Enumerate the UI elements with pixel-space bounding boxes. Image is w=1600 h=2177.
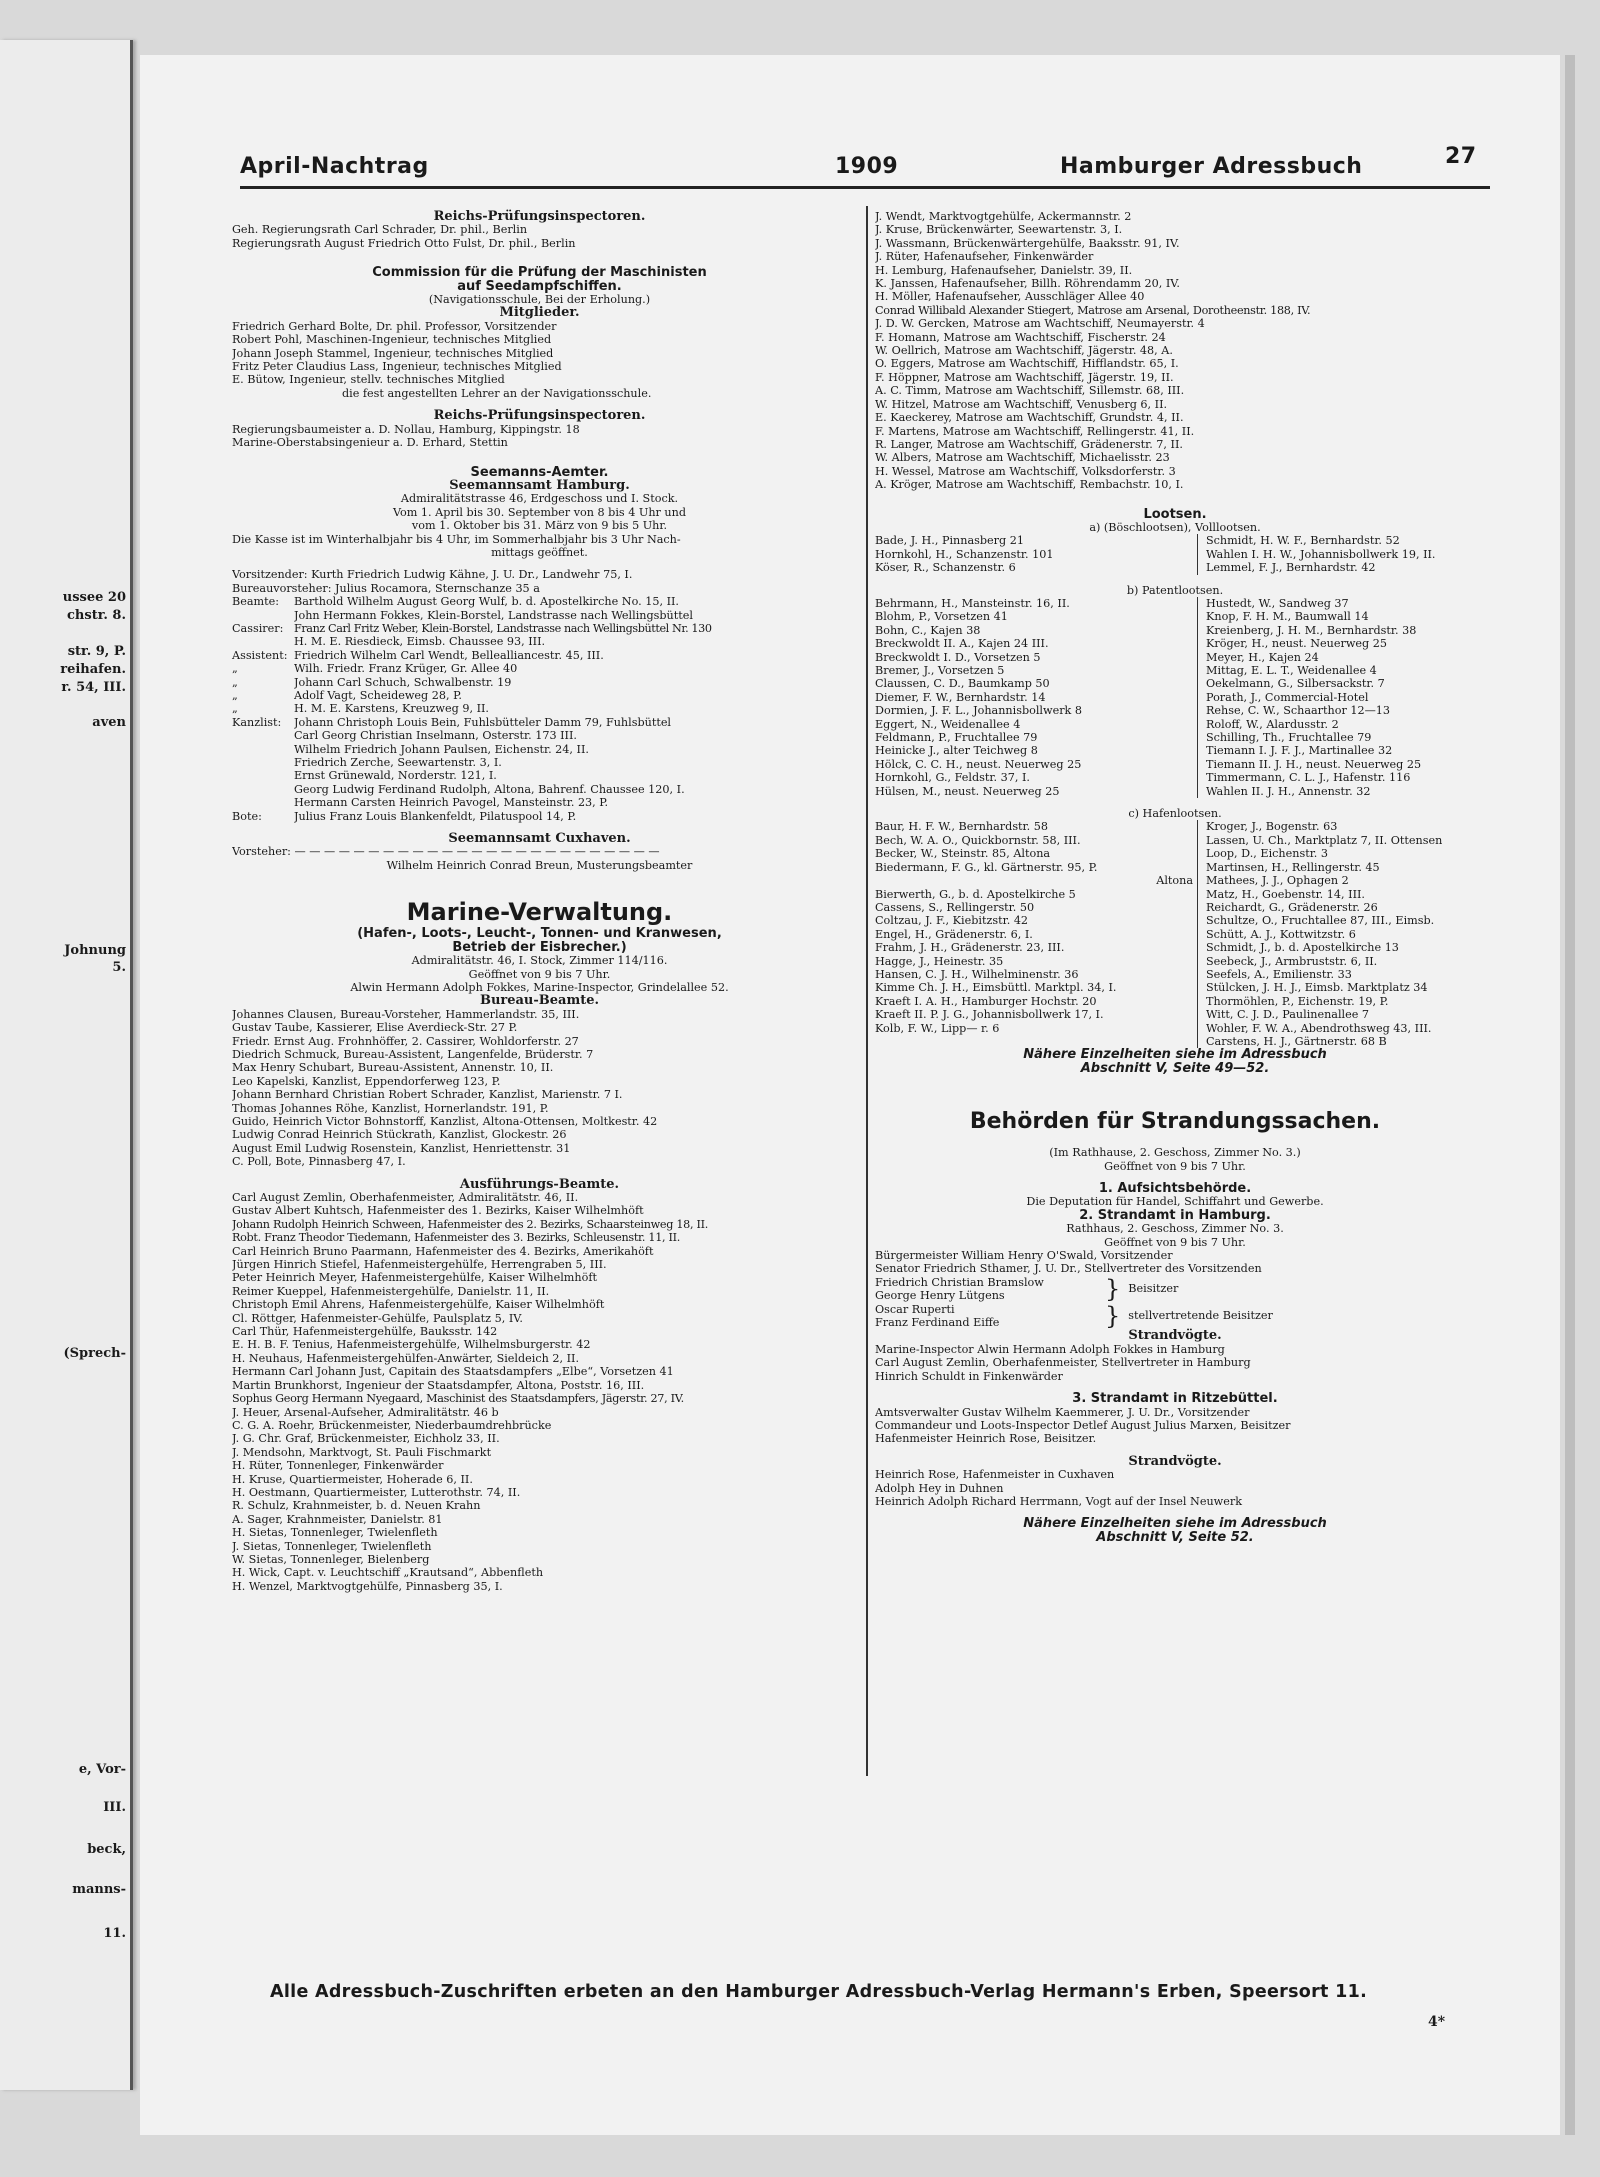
list-item: Witt, C. J. D., Paulinenallee 7: [1206, 1008, 1370, 1022]
beisitzer-group: [875, 1276, 1475, 1303]
entry-line: August Emil Ludwig Rosenstein, Kanzlist, Henriettenstr. 31: [232, 1141, 571, 1155]
staff-entry: H. M. E. Riesdieck, Eimsb. Chaussee 93, III.: [294, 635, 546, 649]
major-subheading: Betrieb der Eisbrecher.): [452, 939, 627, 955]
entry-line: A. Kröger, Matrose am Wachtschiff, Rembachstr. 10, I.: [875, 478, 1184, 492]
list-item: Reichardt, G., Grädenerstr. 26: [1206, 900, 1378, 914]
column-divider: [866, 206, 868, 1776]
entry-line: H. Sietas, Tonnenleger, Twielenfleth: [232, 1526, 438, 1540]
list-item: Kröger, H., neust. Neuerweg 25: [1206, 637, 1387, 651]
entry-line: Friedr. Ernst Aug. Frohnhöffer, 2. Cassirer, Wohldorferstr. 27: [232, 1034, 579, 1048]
fragment-12: beck,: [87, 1842, 126, 1857]
entry-line: A. C. Timm, Matrose am Wachtschiff, Sillemstr. 68, III.: [875, 384, 1185, 398]
fragment-10: e, Vor-: [78, 1762, 126, 1777]
entry-line: J. Wendt, Marktvogtgehülfe, Ackermannstr. 2: [875, 210, 1132, 223]
list-item: Köser, R., Schanzenstr. 6: [875, 561, 1016, 575]
staff-row: [232, 743, 847, 756]
staff-entry: Wilh. Friedr. Franz Krüger, Gr. Allee 40: [294, 662, 518, 676]
list-item: Bohn, C., Kajen 38: [875, 623, 981, 637]
fragment-9: (Sprech-: [63, 1346, 126, 1361]
entry-line: Franz Ferdinand Eiffe: [875, 1316, 1000, 1330]
entry-line: Regierungsbaumeister a. D. Nollau, Hamburg, Kippingstr. 18: [232, 422, 580, 436]
entry-line: Oscar Ruperti: [875, 1302, 955, 1316]
hours-line: Geöffnet von 9 bis 7 Uhr.: [468, 967, 611, 981]
list-item: Wahlen II. J. H., Annenstr. 32: [1206, 784, 1371, 798]
entry-line: Christoph Emil Ahrens, Hafenmeistergehülfe, Kaiser Wilhelmhöft: [232, 1298, 605, 1312]
list-item: Seefels, A., Emilienstr. 33: [1206, 967, 1352, 981]
list-item: Becker, W., Steinstr. 85, Altona: [875, 847, 1051, 861]
list-item: Tiemann I. J. F. J., Martinallee 32: [1206, 744, 1393, 758]
fragment-6: aven: [92, 715, 126, 730]
staff-entry: H. M. E. Karstens, Kreuzweg 9, II.: [294, 702, 489, 716]
entry-line: J. D. W. Gercken, Matrose am Wachtschiff, Neumayerstr. 4: [875, 317, 1205, 331]
staff-row: [232, 702, 847, 715]
staff-label: Beamte:: [232, 595, 280, 609]
entry-line: Conrad Willibald Alexander Stiegert, Matrose am Arsenal, Dorotheenstr. 188, IV.: [875, 303, 1311, 317]
fragment-4: reihafen.: [60, 662, 126, 677]
staff-entry: Ernst Grünewald, Norderstr. 121, I.: [294, 769, 497, 783]
entry-line: Thomas Johannes Röhe, Kanzlist, Hornerlandstr. 191, P.: [232, 1101, 549, 1115]
entry-line: Ludwig Conrad Heinrich Stückrath, Kanzlist, Glockestr. 26: [232, 1128, 567, 1142]
entry-line: C. Poll, Bote, Pinnasberg 47, I.: [232, 1155, 406, 1169]
entry-note: die fest angestellten Lehrer an der Navigationsschule.: [342, 386, 652, 400]
list-item: Lemmel, F. J., Bernhardstr. 42: [1206, 561, 1376, 575]
list-item: Kroger, J., Bogenstr. 63: [1206, 820, 1338, 834]
entry-line: George Henry Lütgens: [875, 1289, 1005, 1303]
brace: }: [1105, 1301, 1121, 1330]
list-item: Bremer, J., Vorsetzen 5: [875, 664, 1005, 677]
subsection-title: Bureau-Beamte.: [479, 993, 600, 1009]
header-title: Hamburger Adressbuch: [1060, 154, 1363, 179]
entry-line: W. Sietas, Tonnenleger, Bielenberg: [232, 1552, 430, 1566]
list-item: Blohm, P., Vorsetzen 41: [875, 610, 1008, 624]
staff-entry: Friedrich Zerche, Seewartenstr. 3, I.: [294, 756, 502, 770]
staff-label: „: [232, 662, 238, 676]
entry-line: Vorsitzender: Kurth Friedrich Ludwig Kähne, J. U. Dr., Landwehr 75, I.: [232, 568, 633, 582]
entry-line: Hinrich Schuldt in Finkenwärder: [875, 1369, 1063, 1383]
fragment-11: III.: [103, 1800, 126, 1815]
staff-row: [232, 676, 847, 689]
section-subtitle: (Navigationsschule, Bei der Erholung.): [428, 293, 651, 307]
staff-row: [232, 595, 847, 608]
right-column: [875, 210, 1475, 1544]
staff-row: [232, 810, 847, 823]
left-column: [232, 210, 847, 1593]
role-label: Beisitzer: [1128, 1281, 1179, 1295]
fragment-14: 11.: [103, 1926, 126, 1941]
staff-row: [232, 796, 847, 809]
previous-page-edge: [0, 40, 133, 2090]
section-title: auf Seedampfschiffen.: [457, 278, 622, 294]
staff-label: „: [232, 675, 238, 689]
brace: }: [1105, 1274, 1121, 1303]
list-item: Oekelmann, G., Silbersackstr. 7: [1206, 677, 1385, 691]
entry-line: J. Rüter, Hafenaufseher, Finkenwärder: [875, 250, 1094, 264]
list-item: Altona: [1156, 874, 1193, 888]
list-item: Stülcken, J. H. J., Eimsb. Marktplatz 34: [1206, 981, 1428, 995]
staff-entry: Franz Carl Fritz Weber, Klein-Borstel, Landstrasse nach Wellingsbüttel Nr. 130: [294, 621, 712, 635]
list-item: Knop, F. H. M., Baumwall 14: [1206, 610, 1369, 624]
list-item: Dormien, J. F. L., Johannisbollwerk 8: [875, 704, 1083, 718]
list-item: Tiemann II. J. H., neust. Neuerweg 25: [1206, 757, 1422, 771]
address-line: Admiralitätstr. 46, I. Stock, Zimmer 114/116.: [411, 954, 668, 968]
list-item: Kreienberg, J. H. M., Bernhardstr. 38: [1206, 623, 1417, 637]
entry-line: Johannes Clausen, Bureau-Vorsteher, Hammerlandstr. 35, III.: [232, 1007, 580, 1021]
staff-row: [232, 649, 847, 662]
role-label: stellvertretende Beisitzer: [1128, 1308, 1273, 1322]
entry-line: Robert Pohl, Maschinen-Ingenieur, technisches Mitglied: [232, 333, 552, 347]
staff-row: [232, 756, 847, 769]
staff-entry: Johann Christoph Louis Bein, Fuhlsbütteler Damm 79, Fuhlsbüttel: [294, 715, 672, 729]
list-item: Timmermann, C. L. J., Hafenstr. 116: [1206, 771, 1411, 785]
list-item: Mathees, J. J., Ophagen 2: [1206, 874, 1349, 888]
subsection-title: 1. Aufsichtsbehörde.: [1098, 1181, 1252, 1196]
entry-line: Geh. Regierungsrath Carl Schrader, Dr. phil., Berlin: [232, 223, 528, 237]
printer-mark: 4*: [1428, 2014, 1446, 2030]
fragment-5: r. 54, III.: [61, 680, 126, 695]
list-item: Breckwoldt I. D., Vorsetzen 5: [875, 650, 1041, 664]
entry-line: Bureauvorsteher: Julius Rocamora, Sternschanze 35 a: [232, 581, 540, 595]
page-number: 27: [1445, 144, 1477, 169]
subsection-title: Strandvögte.: [1128, 1453, 1222, 1469]
entry-line: Guido, Heinrich Victor Bohnstorff, Kanzlist, Altona-Ottensen, Moltkestr. 42: [232, 1114, 658, 1128]
list-item: Kimme Ch. J. H., Eimsbüttl. Marktpl. 34, I.: [875, 981, 1117, 995]
major-heading: Marine-Verwaltung.: [406, 898, 673, 927]
list-item: Kraeft II. P. J. G., Johannisbollwerk 17, I.: [875, 1008, 1104, 1022]
fragment-13: manns-: [72, 1882, 126, 1897]
entry-line: J. Mendsohn, Marktvogt, St. Pauli Fischmarkt: [232, 1445, 492, 1459]
entry-line: Jürgen Hinrich Stiefel, Hafenmeistergehülfe, Herrengraben 5, III.: [232, 1258, 607, 1272]
list-item: Hülsen, M., neust. Neuerweg 25: [875, 784, 1060, 798]
major-heading: Behörden für Strandungssachen.: [969, 1109, 1381, 1135]
entry-line: Hermann Carl Johann Just, Capitain des Staatsdampfers „Elbe“, Vorsetzen 41: [232, 1365, 674, 1379]
list-item: Kolb, F. W., Lipp— r. 6: [875, 1021, 1000, 1035]
staff-entry: Julius Franz Louis Blankenfeldt, Pilatuspool 14, P.: [294, 809, 577, 823]
list-item: Feldmann, P., Fruchtallee 79: [875, 731, 1038, 745]
list-item: Hustedt, W., Sandweg 37: [1206, 596, 1349, 610]
staff-label: [232, 783, 294, 796]
staff-entry: Wilhelm Friedrich Johann Paulsen, Eichenstr. 24, II.: [294, 742, 589, 756]
entry-line: Carl Thür, Hafenmeistergehülfe, Bauksstr. 142: [232, 1325, 498, 1339]
entry-line: Carl August Zemlin, Oberhafenmeister, Stellvertreter in Hamburg: [875, 1356, 1251, 1370]
staff-label: [232, 743, 294, 756]
staff-row: [232, 662, 847, 675]
entry-line: Bürgermeister William Henry O'Swald, Vorsitzender: [875, 1249, 1173, 1263]
address-line: Rathhaus, 2. Geschoss, Zimmer No. 3.: [1066, 1222, 1284, 1236]
list-item: Bech, W. A. O., Quickbornstr. 58, III.: [875, 833, 1081, 847]
entry-line: H. Rüter, Tonnenleger, Finkenwärder: [232, 1459, 444, 1473]
list-item: Frahm, J. H., Grädenerstr. 23, III.: [875, 941, 1065, 955]
reference-note: Abschnitt V, Seite 52.: [1096, 1529, 1254, 1545]
entry-line: Peter Heinrich Meyer, Hafenmeistergehülfe, Kaiser Wilhelmhöft: [232, 1271, 597, 1285]
list-item: Loop, D., Eichenstr. 3: [1206, 847, 1329, 861]
staff-entry: Adolf Vagt, Scheideweg 28, P.: [294, 689, 462, 702]
entry-line: F. Höppner, Matrose am Wachtschiff, Jägerstr. 19, II.: [875, 370, 1174, 384]
subsection-title: 2. Strandamt in Hamburg.: [1079, 1207, 1271, 1223]
staff-row: [232, 635, 847, 648]
list-item: Heinicke J., alter Teichweg 8: [875, 744, 1038, 758]
staff-row: [232, 716, 847, 729]
entry-line: Cl. Röttger, Hafenmeister-Gehülfe, Paulsplatz 5, IV.: [232, 1311, 523, 1325]
two-column-list: [875, 820, 1475, 1048]
entry-line: J. Wassmann, Brückenwärtergehülfe, Baaksstr. 91, IV.: [875, 236, 1180, 250]
subsection-title: Seemannsamt Cuxhaven.: [448, 831, 631, 847]
list-item: Behrmann, H., Mansteinstr. 16, II.: [875, 596, 1070, 610]
staff-label: [232, 769, 294, 782]
section-title: Commission für die Prüfung der Maschinisten: [372, 265, 707, 281]
entry-line: Gustav Albert Kuhtsch, Hafenmeister des 1. Bezirks, Kaiser Wilhelmhöft: [232, 1204, 644, 1218]
note-line: Die Kasse ist im Winterhalbjahr bis 4 Uhr, im Sommerhalbjahr bis 3 Uhr Nach-: [232, 532, 681, 546]
staff-entry: Georg Ludwig Ferdinand Rudolph, Altona, Bahrenf. Chaussee 120, I.: [294, 782, 685, 796]
staff-row: [232, 689, 847, 702]
entry-line: Diedrich Schmuck, Bureau-Assistent, Langenfelde, Brüderstr. 7: [232, 1047, 594, 1061]
list-item: Hölck, C. C. H., neust. Neuerweg 25: [875, 757, 1082, 771]
address-line: Admiralitätstrasse 46, Erdgeschoss und I. Stock.: [400, 492, 679, 506]
entry-line: H. Lemburg, Hafenaufseher, Danielstr. 39, II.: [875, 263, 1133, 277]
entry-line: Max Henry Schubart, Bureau-Assistent, Annenstr. 10, II.: [232, 1061, 554, 1075]
entry-line: Johann Rudolph Heinrich Schween, Hafenmeister des 2. Bezirks, Schaarsteinweg 18, II.: [232, 1217, 708, 1231]
list-item: Cassens, S., Rellingerstr. 50: [875, 900, 1035, 914]
entry-line: W. Oellrich, Matrose am Wachtschiff, Jägerstr. 48, A.: [875, 344, 1173, 358]
section-title: Seemanns-Aemter.: [470, 464, 609, 480]
subsection-title: b) Patentlootsen.: [1126, 583, 1224, 597]
staff-label: Assistent:: [232, 648, 288, 662]
staff-row: [232, 609, 847, 622]
staff-label: Bote:: [232, 809, 262, 823]
staff-row: [232, 729, 847, 742]
running-header: [240, 144, 1490, 189]
list-item: Thormöhlen, P., Eichenstr. 19, P.: [1206, 994, 1389, 1008]
entry-line: K. Janssen, Hafenaufseher, Billh. Röhrendamm 20, IV.: [875, 277, 1180, 291]
entry-line: C. G. A. Roehr, Brückenmeister, Niederbaumdrehbrücke: [232, 1418, 552, 1432]
list-item: Biedermann, F. G., kl. Gärtnerstr. 95, P.: [875, 860, 1098, 874]
fragment-7: Johnung: [64, 943, 126, 958]
list-item: Wahlen I. H. W., Johannisbollwerk 19, II.: [1206, 547, 1436, 561]
entry-line: Senator Friedrich Sthamer, J. U. Dr., Stellvertreter des Vorsitzenden: [875, 1262, 1262, 1276]
entry-line: J. Sietas, Tonnenleger, Twielenfleth: [232, 1539, 432, 1553]
entry-line: Vorsteher: — — — — — — — — — — — — — — — — — — — — — — — — —: [232, 845, 660, 859]
list-item: Kraeft I. A. H., Hamburger Hochstr. 20: [875, 994, 1097, 1008]
entry-line: Wilhelm Heinrich Conrad Breun, Musterungsbeamter: [386, 858, 693, 872]
entry-line: Martin Brunkhorst, Ingenieur der Staatsdampfer, Altona, Poststr. 16, III.: [232, 1378, 645, 1392]
entry-line: Heinrich Adolph Richard Herrmann, Vogt auf der Insel Neuwerk: [875, 1494, 1242, 1508]
staff-label: „: [232, 689, 238, 702]
hours-line: vom 1. Oktober bis 31. März von 9 bis 5 Uhr.: [411, 519, 668, 533]
header-year: 1909: [835, 154, 899, 179]
entry-line: Sophus Georg Hermann Nyegaard, Maschinist des Staatsdampfers, Jägerstr. 27, IV.: [232, 1392, 684, 1406]
entry-line: Hafenmeister Heinrich Rose, Beisitzer.: [875, 1432, 1097, 1446]
list-item: Martinsen, H., Rellingerstr. 45: [1206, 860, 1380, 874]
page-footer: Alle Adressbuch-Zuschriften erbeten an den Hamburger Adressbuch-Verlag Hermann's Erben, Speersort 11.: [270, 1982, 1368, 2002]
entry-line: F. Homann, Matrose am Wachtschiff, Fischerstr. 24: [875, 330, 1166, 344]
two-column-list: [875, 597, 1475, 798]
entry-line: Marine-Oberstabsingenieur a. D. Erhard, Stettin: [232, 436, 508, 450]
entry-line: Robt. Franz Theodor Tiedemann, Hafenmeister des 3. Bezirks, Schleusenstr. 11, II.: [232, 1231, 681, 1245]
stellv-group: [875, 1303, 1475, 1330]
staff-entry: Johann Carl Schuch, Schwalbenstr. 19: [294, 675, 512, 689]
entry-line: J. Kruse, Brückenwärter, Seewartenstr. 3, I.: [875, 223, 1123, 237]
list-item: Meyer, H., Kajen 24: [1206, 650, 1319, 664]
staff-entry: Hermann Carsten Heinrich Pavogel, Mansteinstr. 23, P.: [294, 796, 609, 810]
staff-label: [232, 796, 294, 809]
address-line: (Im Rathhause, 2. Geschoss, Zimmer No. 3.): [1049, 1146, 1301, 1160]
list-item: Hornkohl, H., Schanzenstr. 101: [875, 547, 1054, 561]
fragment-3: str. 9, P.: [67, 644, 126, 659]
entry-line: H. Kruse, Quartiermeister, Hoherade 6, II.: [232, 1472, 473, 1486]
section-title: Reichs-Prüfungsinspectoren.: [433, 209, 646, 224]
list-item: Schultze, O., Fruchtallee 87, III., Eimsb.: [1206, 914, 1435, 928]
reference-note: Nähere Einzelheiten siehe im Adressbuch: [1023, 1047, 1327, 1063]
fragment-1: ussee 20: [62, 590, 126, 605]
entry-line: Adolph Hey in Duhnen: [875, 1481, 1004, 1495]
entry-line: F. Martens, Matrose am Wachtschiff, Rellingerstr. 41, II.: [875, 424, 1195, 438]
hours-line: Vom 1. April bis 30. September von 8 bis 4 Uhr und: [392, 505, 687, 519]
reference-note: Abschnitt V, Seite 49—52.: [1080, 1060, 1270, 1076]
entry-line: Marine-Inspector Alwin Hermann Adolph Fokkes in Hamburg: [875, 1342, 1225, 1356]
staff-row: [232, 769, 847, 782]
hours-line: Geöffnet von 9 bis 7 Uhr.: [1104, 1235, 1246, 1249]
staff-row: [232, 622, 847, 635]
list-item: Seebeck, J., Armbruststr. 6, II.: [1206, 954, 1378, 968]
entry-line: O. Eggers, Matrose am Wachtschiff, Hifflandstr. 65, I.: [875, 357, 1179, 371]
list-item: Breckwoldt II. A., Kajen 24 III.: [875, 637, 1049, 651]
staff-row: [232, 783, 847, 796]
staff-label: Cassirer:: [232, 621, 284, 635]
staff-entry: Friedrich Wilhelm Carl Wendt, Bellealliancestr. 45, III.: [294, 648, 604, 662]
staff-label: [232, 729, 294, 742]
list-item: Baur, H. F. W., Bernhardstr. 58: [875, 820, 1049, 834]
entry-line: Johann Joseph Stammel, Ingenieur, technisches Mitglied: [232, 346, 554, 360]
frame-edge: [1565, 55, 1575, 2135]
list-item: Hagge, J., Heinestr. 35: [875, 954, 1004, 968]
entry-line: H. Wenzel, Marktvogtgehülfe, Pinnasberg 35, I.: [232, 1579, 503, 1593]
entry-line: E. Kaeckerey, Matrose am Wachtschiff, Grundstr. 4, II.: [875, 411, 1184, 425]
entry-line: H. Wessel, Matrose am Wachtschiff, Volksdorferstr. 3: [875, 464, 1176, 478]
entry-line: Die Deputation für Handel, Schiffahrt und Gewerbe.: [1026, 1195, 1324, 1209]
fragment-2: chstr. 8.: [67, 608, 126, 623]
list-item: Hansen, C. J. H., Wilhelminenstr. 36: [875, 967, 1079, 981]
list-item: Schmidt, J., b. d. Apostelkirche 13: [1206, 941, 1399, 955]
subsection-title: Mitglieder.: [499, 305, 580, 321]
entry-line: H. Wick, Capt. v. Leuchtschiff „Krautsand“, Abbenfleth: [232, 1566, 544, 1580]
entry-line: E. H. B. F. Tenius, Hafenmeistergehülfe, Wilhelmsburgerstr. 42: [232, 1338, 591, 1352]
list-item: Bierwerth, G., b. d. Apostelkirche 5: [875, 887, 1076, 901]
list-item: Engel, H., Grädenerstr. 6, I.: [875, 927, 1033, 941]
list-item: Roloff, W., Alardusstr. 2: [1206, 717, 1339, 731]
entry-line: Commandeur und Loots-Inspector Detlef August Julius Marxen, Beisitzer: [875, 1418, 1291, 1432]
entry-line: Leo Kapelski, Kanzlist, Eppendorferweg 123, P.: [232, 1074, 501, 1088]
list-item: Claussen, C. D., Baumkamp 50: [875, 677, 1050, 691]
entry-line: Carl Heinrich Bruno Paarmann, Hafenmeister des 4. Bezirks, Amerikahöft: [232, 1244, 654, 1258]
entry-line: W. Hitzel, Matrose am Wachtschiff, Venusberg 6, II.: [875, 397, 1168, 411]
list-item: Schilling, Th., Fruchtallee 79: [1206, 731, 1372, 745]
major-subheading: (Hafen-, Loots-, Leucht-, Tonnen- und Kranwesen,: [357, 926, 722, 942]
list-item: Hornkohl, G., Feldstr. 37, I.: [875, 771, 1030, 785]
staff-label: Kanzlist:: [232, 715, 282, 729]
list-item: Mittag, E. L. T., Weidenallee 4: [1206, 664, 1377, 677]
subsection-title: Seemannsamt Hamburg.: [449, 477, 630, 493]
list-item: Bade, J. H., Pinnasberg 21: [875, 534, 1024, 548]
subsection-title: a) (Böschlootsen), Volllootsen.: [1089, 520, 1261, 534]
entry-line: J. G. Chr. Graf, Brückenmeister, Eichholz 33, II.: [232, 1432, 500, 1446]
entry-line: R. Langer, Matrose am Wachtschiff, Grädenerstr. 7, II.: [875, 437, 1183, 451]
section-title: Reichs-Prüfungsinspectoren.: [433, 408, 646, 424]
staff-label: [232, 635, 294, 648]
section-title: Lootsen.: [1143, 506, 1207, 522]
entry-line: Friedrich Gerhard Bolte, Dr. phil. Professor, Vorsitzender: [232, 319, 557, 333]
list-item: Eggert, N., Weidenallee 4: [875, 717, 1021, 731]
subsection-title: Strandvögte.: [1128, 1328, 1222, 1344]
entry-line: H. Neuhaus, Hafenmeistergehülfen-Anwärter, Sieldeich 2, II.: [232, 1351, 580, 1365]
list-item: Coltzau, J. F., Kiebitzstr. 42: [875, 914, 1029, 928]
list-item: Schütt, A. J., Kottwitzstr. 6: [1206, 927, 1356, 941]
staff-label: [232, 609, 294, 622]
list-item: Carstens, H. J., Gärtnerstr. 68 B: [1206, 1034, 1387, 1048]
reference-note: Nähere Einzelheiten siehe im Adressbuch: [1023, 1516, 1327, 1532]
staff-label: „: [232, 702, 238, 716]
list-item: Rehse, C. W., Schaarthor 12—13: [1206, 704, 1391, 718]
hours-line: Geöffnet von 9 bis 7 Uhr.: [1104, 1159, 1246, 1173]
subsection-title: 3. Strandamt in Ritzebüttel.: [1072, 1391, 1278, 1407]
list-item: Lassen, U. Ch., Marktplatz 7, II. Ottensen: [1206, 833, 1443, 847]
entry-line: A. Sager, Krahnmeister, Danielstr. 81: [232, 1512, 443, 1526]
entry-line: Regierungsrath August Friedrich Otto Fulst, Dr. phil., Berlin: [232, 236, 576, 250]
entry-line: J. Heuer, Arsenal-Aufseher, Admiralitätstr. 46 b: [232, 1405, 499, 1419]
list-item: Diemer, F. W., Bernhardstr. 14: [875, 690, 1046, 704]
entry-line: H. Oestmann, Quartiermeister, Lutterothstr. 74, II.: [232, 1485, 521, 1499]
entry-line: Johann Bernhard Christian Robert Schrader, Kanzlist, Marienstr. 7 I.: [232, 1088, 623, 1102]
entry-line: H. Möller, Hafenaufseher, Ausschläger Allee 40: [875, 290, 1145, 304]
entry-line: R. Schulz, Krahnmeister, b. d. Neuen Krahn: [232, 1499, 481, 1513]
subsection-title: c) Hafenlootsen.: [1128, 807, 1222, 821]
list-item: Porath, J., Commercial-Hotel: [1206, 690, 1369, 704]
entry-line: E. Bütow, Ingenieur, stellv. technisches Mitglied: [232, 373, 505, 387]
entry-line: Gustav Taube, Kassierer, Elise Averdieck-Str. 27 P.: [232, 1021, 518, 1035]
list-item: Schmidt, H. W. F., Bernhardstr. 52: [1206, 534, 1400, 548]
two-column-list: [875, 534, 1475, 574]
subsection-title: Ausführungs-Beamte.: [459, 1176, 620, 1192]
staff-entry: John Hermann Fokkes, Klein-Borstel, Landstrasse nach Wellingsbüttel: [294, 608, 693, 622]
entry-line: Heinrich Rose, Hafenmeister in Cuxhaven: [875, 1468, 1115, 1482]
list-item: Matz, H., Goebenstr. 14, III.: [1206, 887, 1365, 901]
entry-line: Alwin Hermann Adolph Fokkes, Marine-Inspector, Grindelallee 52.: [350, 980, 729, 994]
staff-label: [232, 756, 294, 769]
staff-entry: Barthold Wilhelm August Georg Wulf, b. d. Apostelkirche No. 15, II.: [294, 595, 679, 609]
entry-line: Fritz Peter Claudius Lass, Ingenieur, technisches Mitglied: [232, 360, 562, 374]
entry-line: Reimer Kueppel, Hafenmeistergehülfe, Danielstr. 11, II.: [232, 1284, 550, 1298]
entry-line: Carl August Zemlin, Oberhafenmeister, Admiralitätstr. 46, II.: [232, 1191, 579, 1204]
list-item: Wohler, F. W. A., Abendrothsweg 43, III.: [1206, 1021, 1432, 1035]
entry-line: Friedrich Christian Bramslow: [875, 1275, 1044, 1289]
header-section: April-Nachtrag: [240, 154, 429, 179]
note-line: mittags geöffnet.: [491, 545, 588, 559]
fragment-8: 5.: [112, 960, 126, 975]
entry-line: W. Albers, Matrose am Wachtschiff, Michaelisstr. 23: [875, 451, 1170, 465]
staff-entry: Carl Georg Christian Inselmann, Osterstr. 173 III.: [294, 729, 577, 743]
entry-line: Amtsverwalter Gustav Wilhelm Kaemmerer, J. U. Dr., Vorsitzender: [875, 1405, 1250, 1419]
